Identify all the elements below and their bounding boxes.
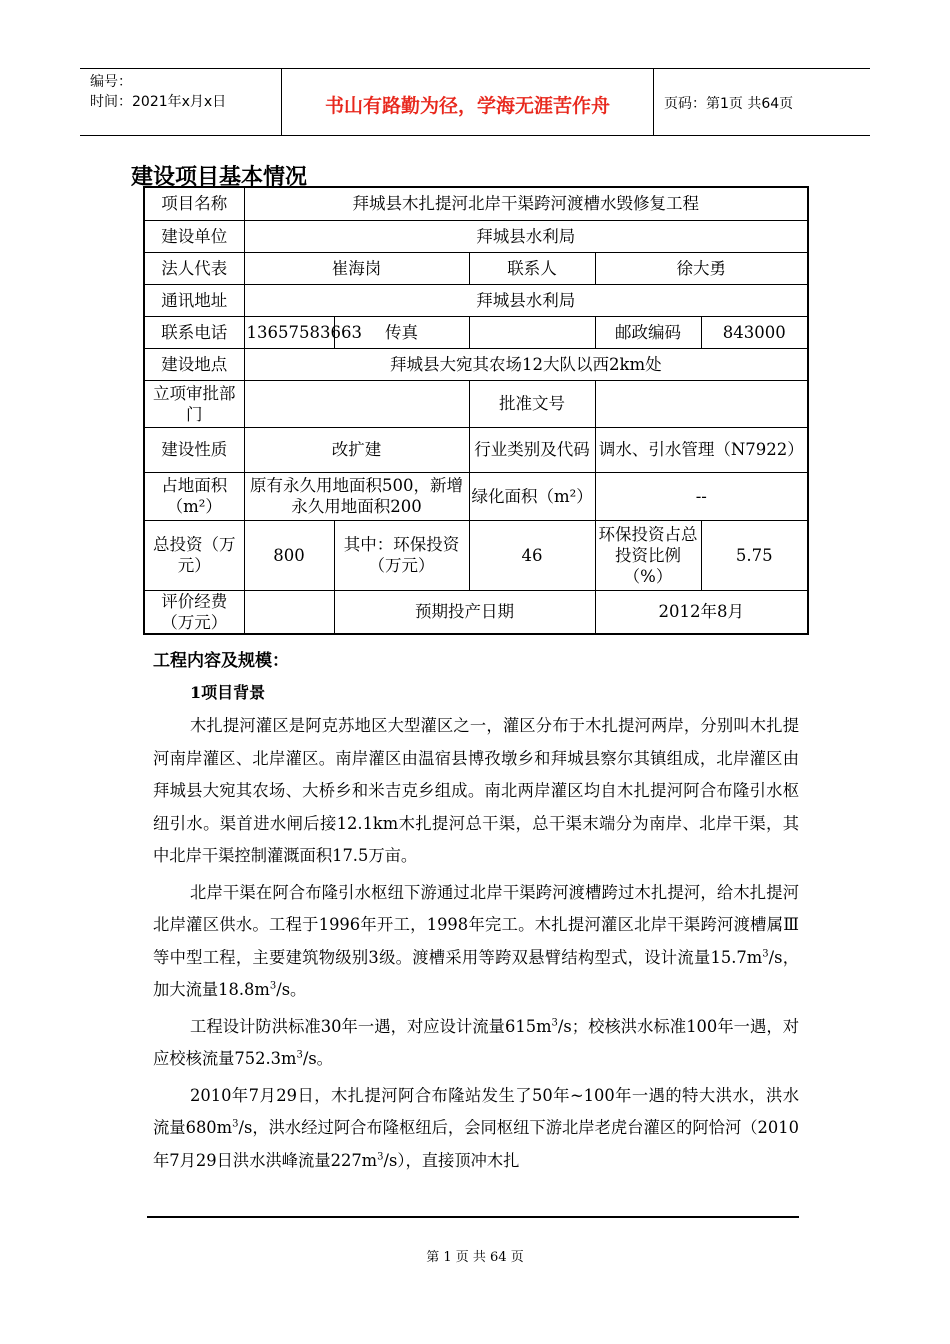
postcode-label: 邮政编码: [595, 316, 701, 348]
invest-value: 800: [244, 520, 334, 590]
number-label: 编号：: [90, 74, 132, 90]
table-row: [144, 472, 808, 520]
paragraph: 工程设计防洪标准30年一遇，对应设计流量$615m^3/s$；校核洪水标准100年一遇，对应校核流量$752.3m^3/s$。: [153, 1016, 800, 1068]
approval-dept-label: 立项审批部门: [144, 380, 244, 427]
address-value: 拜城县水利局: [244, 284, 808, 316]
project-info-table: [143, 186, 809, 635]
table-row: [144, 348, 808, 380]
industry-value: 调水、引水管理（N7922）: [595, 427, 808, 472]
location-label: 建设地点: [144, 348, 244, 380]
unit-label: 建设单位: [144, 220, 244, 252]
area-label: 占地面积（m²）: [144, 472, 244, 520]
eval-fee-label: 评价经费（万元）: [144, 590, 244, 634]
header-meta: [80, 69, 282, 135]
project-name: 拜城县木扎提河北岸干渠跨河渡槽水毁修复工程: [244, 187, 808, 220]
sub-title: 1项目背景: [190, 683, 266, 702]
page-footer: 第 1 页 共 64 页: [426, 1250, 524, 1265]
time-label: 时间：2021年x月x日: [90, 94, 227, 110]
project-name-label: 项目名称: [144, 187, 244, 220]
industry-label: 行业类别及代码: [469, 427, 595, 472]
unit-value: 拜城县水利局: [244, 220, 808, 252]
approval-doc-value: [595, 380, 808, 427]
approval-dept-value: [244, 380, 469, 427]
paragraph: 木扎提河灌区是阿克苏地区大型灌区之一，灌区分布于木扎提河两岸，分别叫木扎提河南岸灌区、北岸灌区。南岸灌区由温宿县博孜墩乡和拜城县察尔其镇组成，北岸灌区由拜城县大宛其农场、大桥乡和米吉克乡组成。南北两岸灌区均自木扎提河阿合布隆引水枢纽引水。渠首进水闸后接12.1km木扎提河总干渠，总干渠末端分为南岸、北岸干渠，其中北岸干渠控制灌溉面积17.5万亩。: [153, 716, 799, 865]
table-row: [144, 284, 808, 316]
table-row: [144, 220, 808, 252]
contact-label: 联系人: [469, 252, 595, 284]
header-motto: 书山有路勤为径，学海无涯苦作舟: [282, 69, 654, 135]
table-row: [144, 380, 808, 427]
fax-value: [469, 316, 595, 348]
table-row: [144, 590, 808, 634]
approval-doc-label: 批准文号: [469, 380, 595, 427]
invest-label: 总投资（万元）: [144, 520, 244, 590]
header-page-info: 页码：第1页 共64页: [664, 96, 794, 112]
table-row: [144, 427, 808, 472]
env-invest-label: 其中：环保投资（万元）: [334, 520, 469, 590]
table-row: [144, 520, 808, 590]
eval-fee-value: [244, 590, 334, 634]
postcode-value: 843000: [701, 316, 808, 348]
start-date-label: 预期投产日期: [334, 590, 595, 634]
section-title: 工程内容及规模：: [153, 651, 289, 671]
nature-value: 改扩建: [244, 427, 469, 472]
phone-label: 联系电话: [144, 316, 244, 348]
body-content: [153, 646, 799, 1181]
green-label: 绿化面积（m²）: [469, 472, 595, 520]
green-value: --: [595, 472, 808, 520]
table-row: [144, 252, 808, 284]
start-date-value: 2012年8月: [595, 590, 808, 634]
nature-label: 建设性质: [144, 427, 244, 472]
phone-value: 13657583663: [244, 316, 334, 348]
paragraph: 北岸干渠在阿合布隆引水枢纽下游通过北岸干渠跨河渡槽跨过木扎提河，给木扎提河北岸灌区供水。工程于1996年开工，1998年完工。木扎提河灌区北岸干渠跨河渡槽属Ⅲ等中型工程，主要建筑物级别3级。渡槽采用等跨双悬臂结构型式，设计流量$15.7m^3/s$，加大流量$18.8m^3/s$。: [153, 882, 799, 999]
table-row: [144, 187, 808, 220]
env-ratio-value: 5.75: [701, 520, 808, 590]
fax-label: 传真: [334, 316, 469, 348]
location-value: 拜城县大宛其农场12大队以西2km处: [244, 348, 808, 380]
env-invest-value: 46: [469, 520, 595, 590]
legal-value: 崔海岗: [244, 252, 469, 284]
area-value: 原有永久用地面积500，新增永久用地面积200: [244, 472, 469, 520]
footer-rule: [147, 1216, 799, 1218]
contact-value: 徐大勇: [595, 252, 808, 284]
document-title: 建设项目基本情况: [131, 165, 308, 190]
page-header: [80, 68, 870, 136]
env-ratio-label: 环保投资占总投资比例（%）: [595, 520, 701, 590]
legal-label: 法人代表: [144, 252, 244, 284]
paragraph: 2010年7月29日，木扎提河阿合布隆站发生了50年~100年一遇的特大洪水，洪水流量$680m^3/s$，洪水经过阿合布隆枢纽后，会同枢纽下游北岸老虎台灌区的阿恰河（2010年7月29日洪水洪峰流量$227m^3/s$），直接顶冲木扎: [153, 1085, 799, 1170]
table-row: [144, 316, 808, 348]
address-label: 通讯地址: [144, 284, 244, 316]
